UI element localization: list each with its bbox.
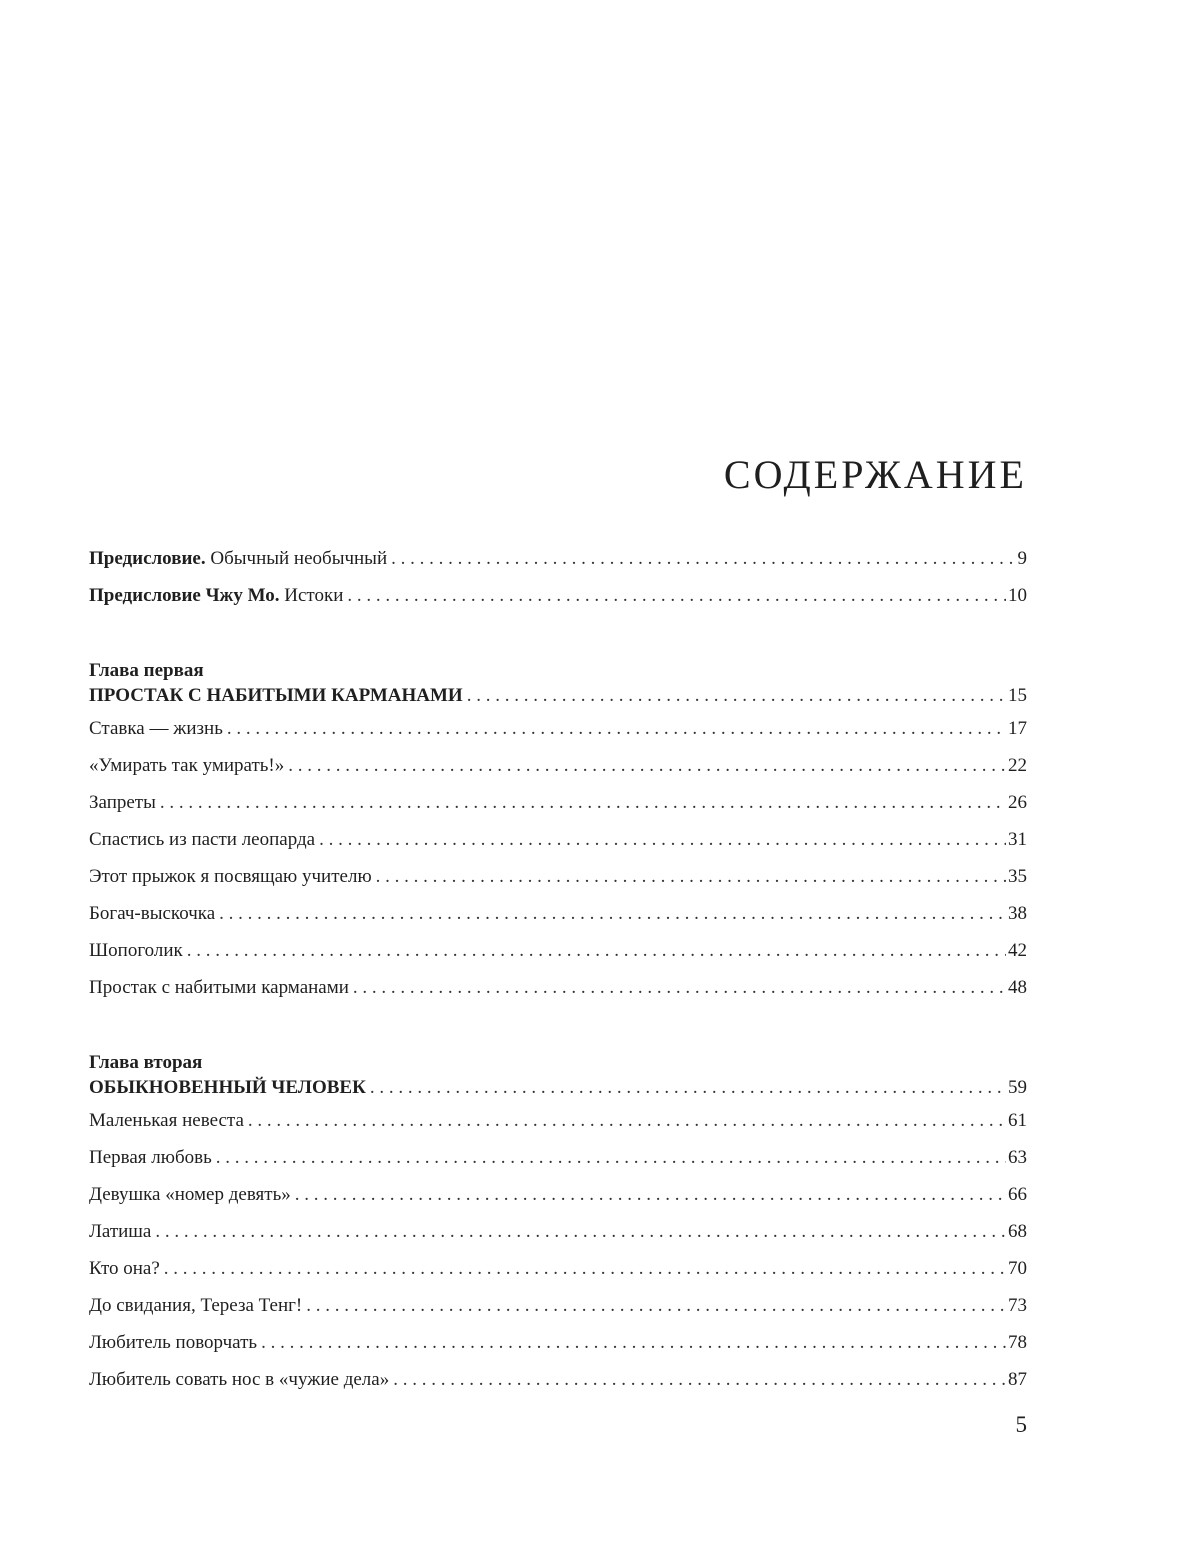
table-of-contents: [89, 540, 1027, 1398]
toc-entry-text: Кто она?: [89, 1258, 160, 1279]
toc-entry-preface[interactable]: [89, 540, 1027, 577]
toc-entry-text: Обычный необычный: [205, 548, 388, 569]
toc-page-number: 22: [1008, 755, 1027, 776]
toc-entry[interactable]: [89, 1176, 1027, 1213]
toc-entry-bold: Предисловие.: [89, 548, 206, 569]
toc-entry-text: До свидания, Тереза Тенг!: [89, 1295, 303, 1316]
toc-page-number: 78: [1008, 1332, 1027, 1353]
dot-leader: [467, 682, 1006, 710]
toc-entry-label: [89, 540, 387, 577]
chapter-label: Глава вторая: [89, 1052, 203, 1073]
chapter-heading-entry[interactable]: [89, 1074, 1027, 1102]
dot-leader: [391, 540, 1015, 577]
chapter-heading: ПРОСТАК С НАБИТЫМИ КАРМАНАМИ: [89, 685, 463, 706]
toc-entry-text: Маленькая невеста: [89, 1110, 244, 1131]
toc-entry-text: Первая любовь: [89, 1147, 212, 1168]
toc-page-number: 68: [1008, 1221, 1027, 1242]
dot-leader: [219, 895, 1006, 932]
toc-entry[interactable]: [89, 1102, 1027, 1139]
toc-page-number: 87: [1008, 1369, 1027, 1390]
toc-entry[interactable]: [89, 1139, 1027, 1176]
toc-entry[interactable]: [89, 710, 1027, 747]
toc-page-number: 63: [1008, 1147, 1027, 1168]
toc-entry[interactable]: [89, 1324, 1027, 1361]
toc-entry-text: Богач-выскочка: [89, 903, 216, 924]
toc-page-number: 38: [1008, 903, 1027, 924]
toc-entry[interactable]: [89, 1287, 1027, 1324]
dot-leader: [155, 1213, 1006, 1250]
toc-entry-text: Любитель совать нос в «чужие дела»: [89, 1369, 390, 1390]
toc-entry-text: Латиша: [89, 1221, 152, 1242]
dot-leader: [370, 1074, 1006, 1102]
toc-page-number: 15: [1008, 685, 1027, 706]
toc-page-number: 66: [1008, 1184, 1027, 1205]
page-number: 5: [1015, 1412, 1027, 1437]
toc-page-number: 48: [1008, 977, 1027, 998]
dot-leader: [160, 784, 1006, 821]
dot-leader: [347, 577, 1006, 614]
chapter-label: Глава первая: [89, 660, 204, 681]
toc-entry[interactable]: [89, 969, 1027, 1006]
toc-entry-text: Истоки: [279, 585, 344, 606]
toc-page-number: 59: [1008, 1077, 1027, 1098]
toc-entry[interactable]: [89, 821, 1027, 858]
dot-leader: [393, 1361, 1006, 1398]
toc-entry[interactable]: [89, 747, 1027, 784]
toc-entry[interactable]: [89, 858, 1027, 895]
dot-leader: [248, 1102, 1006, 1139]
toc-page-number: 61: [1008, 1110, 1027, 1131]
chapter-heading: ОБЫКНОВЕННЫЙ ЧЕЛОВЕК: [89, 1077, 366, 1098]
toc-entry[interactable]: [89, 895, 1027, 932]
toc-entry-text: Этот прыжок я посвящаю учителю: [89, 866, 372, 887]
toc-entry-text: Любитель поворчать: [89, 1332, 258, 1353]
toc-entry-text: Девушка «номер девять»: [89, 1184, 291, 1205]
toc-entry-text: «Умирать так умирать!»: [89, 755, 285, 776]
dot-leader: [376, 858, 1006, 895]
toc-page-number: 31: [1008, 829, 1027, 850]
dot-leader: [216, 1139, 1006, 1176]
toc-page-number: 70: [1008, 1258, 1027, 1279]
toc-entry-text: Шопоголик: [89, 940, 183, 961]
page-title: СОДЕРЖАНИЕ: [723, 452, 1027, 497]
toc-page-number: 10: [1008, 585, 1027, 606]
toc-page-number: 35: [1008, 866, 1027, 887]
toc-entry[interactable]: [89, 1250, 1027, 1287]
dot-leader: [187, 932, 1006, 969]
dot-leader: [164, 1250, 1006, 1287]
toc-entry-text: Запреты: [89, 792, 156, 813]
toc-entry[interactable]: [89, 784, 1027, 821]
toc-entry-text: Спастись из пасти леопарда: [89, 829, 316, 850]
toc-page-number: 9: [1017, 548, 1027, 569]
dot-leader: [319, 821, 1006, 858]
toc-page-number: 42: [1008, 940, 1027, 961]
chapter-1: [89, 660, 1027, 1006]
toc-entry[interactable]: [89, 1213, 1027, 1250]
toc-entry[interactable]: [89, 1361, 1027, 1398]
toc-entry-text: Ставка — жизнь: [89, 718, 223, 739]
dot-leader: [306, 1287, 1006, 1324]
toc-page-number: 17: [1008, 718, 1027, 739]
toc-entry[interactable]: [89, 932, 1027, 969]
toc-entry-label: [89, 577, 343, 614]
dot-leader: [288, 747, 1006, 784]
dot-leader: [295, 1176, 1006, 1213]
toc-entry-bold: Предисловие Чжу Мо.: [89, 585, 280, 606]
dot-leader: [227, 710, 1006, 747]
dot-leader: [261, 1324, 1006, 1361]
toc-page-number: 26: [1008, 792, 1027, 813]
toc-entry-preface-zhu-mo[interactable]: [89, 577, 1027, 614]
chapter-heading-entry[interactable]: [89, 682, 1027, 710]
toc-page-number: 73: [1008, 1295, 1027, 1316]
dot-leader: [353, 969, 1006, 1006]
toc-entry-text: Простак с набитыми карманами: [89, 977, 349, 998]
chapter-2: [89, 1052, 1027, 1398]
